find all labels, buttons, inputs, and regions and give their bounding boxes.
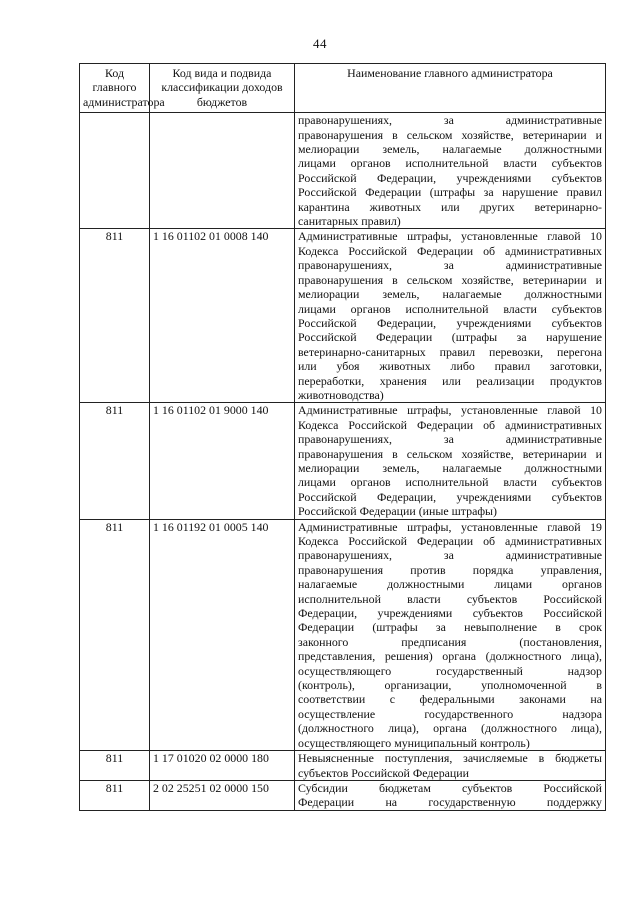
admin-code-cell: 811 <box>80 780 150 810</box>
admin-name-cell <box>295 403 606 519</box>
admin-name-cell <box>295 780 606 810</box>
header-admin-name: Наименование главного администратора <box>295 64 606 113</box>
admin-name-line: правонарушениях, за административные <box>298 258 602 273</box>
admin-name-line: Российской Федерации, учреждениями субъектов <box>298 170 602 185</box>
admin-name-line: животноводства) <box>298 387 384 402</box>
admin-name-cell <box>295 519 606 751</box>
table-body <box>80 113 606 811</box>
admin-name-cell <box>295 751 606 781</box>
income-code-cell <box>150 113 295 229</box>
admin-name-line: Российской Федерации (штрафы за нарушение <box>298 330 602 345</box>
income-code-cell: 2 02 25251 02 0000 150 <box>150 780 295 810</box>
admin-name-cell <box>295 113 606 229</box>
table-header <box>80 64 606 113</box>
admin-name-line: правонарушения в сельском хозяйстве, ветеринарии и <box>298 446 602 461</box>
admin-name-line: правонарушения против порядка управления, <box>298 562 602 577</box>
admin-name-line: Российской Федерации, учреждениями субъектов <box>298 489 602 504</box>
admin-name-line: осуществление государственного надзора <box>298 706 602 721</box>
header-admin-code: Код главного администратора <box>80 64 150 113</box>
income-code-cell: 1 16 01102 01 0008 140 <box>150 229 295 403</box>
admin-code-cell: 811 <box>80 229 150 403</box>
admin-name-line: правонарушениях, за административные <box>298 548 602 563</box>
admin-name-cell <box>295 229 606 403</box>
income-code-cell: 1 16 01102 01 9000 140 <box>150 403 295 519</box>
admin-name-line: Российской Федерации (штрафы за нарушение правил <box>298 185 602 200</box>
admin-name-line: Российской Федерации (иные штрафы) <box>298 504 497 519</box>
admin-name-line: осуществляющего государственный надзор <box>298 663 602 678</box>
table-row <box>80 229 606 403</box>
admin-name-line: Административные штрафы, установленные главой 10 <box>298 229 602 244</box>
table-row <box>80 403 606 519</box>
admin-name-line: соответствии с федеральными законами на <box>298 692 602 707</box>
admin-name-line: осуществляющего муниципальный контроль) <box>298 735 530 750</box>
admin-name-line: Административные штрафы, установленные главой 19 <box>298 519 602 534</box>
income-code-cell: 1 17 01020 02 0000 180 <box>150 751 295 781</box>
income-code-cell: 1 16 01192 01 0005 140 <box>150 519 295 751</box>
admin-name-line: законного предписания (постановления, <box>298 634 602 649</box>
table-row <box>80 113 606 229</box>
admin-name-line: исполнительной власти субъектов Российской <box>298 591 602 606</box>
admin-name-line: правонарушениях, за административные <box>298 432 602 447</box>
budget-income-table <box>79 63 606 811</box>
admin-name-line: Невыясненные поступления, зачисляемые в бюджеты <box>298 751 602 766</box>
admin-name-line: Субсидии бюджетам субъектов Российской <box>298 780 602 795</box>
admin-name-line: мелиорации земель, налагаемые должностными <box>298 287 602 302</box>
admin-name-line: Административные штрафы, установленные главой 10 <box>298 403 602 418</box>
admin-name-line: Федерации, учреждениями субъектов Российской <box>298 606 602 621</box>
header-income-code: Код вида и подвида классификации доходов бюджетов <box>150 64 295 113</box>
admin-name-line: мелиорации земель, налагаемые должностными <box>298 142 602 157</box>
admin-name-line: карантина животных или других ветеринарно- <box>298 199 602 214</box>
admin-name-line: переработки, хранения или реализации продуктов <box>298 373 602 388</box>
table-row <box>80 780 606 810</box>
admin-name-line: лицами органов исполнительной власти субъектов <box>298 156 602 171</box>
admin-name-line: Кодекса Российской Федерации об административных <box>298 417 602 432</box>
admin-name-line: Федерации на государственную поддержку <box>298 795 602 810</box>
admin-name-line: субъектов Российской Федерации <box>298 765 470 780</box>
admin-name-line: лицами органов исполнительной власти субъектов <box>298 475 602 490</box>
admin-name-line: правонарушениях, за административные <box>298 113 602 128</box>
admin-name-line: санитарных правил) <box>298 214 401 229</box>
admin-name-line: Российской Федерации, учреждениями субъектов <box>298 315 602 330</box>
admin-name-line: лицами органов исполнительной власти субъектов <box>298 301 602 316</box>
admin-code-cell: 811 <box>80 403 150 519</box>
admin-name-line: налагаемые должностными лицами органов <box>298 577 602 592</box>
admin-name-line: ветеринарно-санитарных правил перевозки, перегона <box>298 344 602 359</box>
admin-code-cell: 811 <box>80 751 150 781</box>
table-row <box>80 751 606 781</box>
admin-name-line: Кодекса Российской Федерации об административных <box>298 243 602 258</box>
admin-name-line: (контроль), организации, уполномоченной в <box>298 678 602 693</box>
admin-name-line: правонарушения в сельском хозяйстве, ветеринарии и <box>298 272 602 287</box>
header-row <box>80 64 606 113</box>
admin-name-line: правонарушения в сельском хозяйстве, ветеринарии и <box>298 127 602 142</box>
admin-code-cell: 811 <box>80 519 150 751</box>
admin-name-line: (должностного лица), органа (должностного лица), <box>298 721 602 736</box>
admin-name-line: или убоя животных либо правил заготовки, <box>298 359 602 374</box>
admin-name-line: Федерации (штрафы за невыполнение в срок <box>298 620 602 635</box>
admin-name-line: мелиорации земель, налагаемые должностными <box>298 460 602 475</box>
admin-name-line: Кодекса Российской Федерации об административных <box>298 534 602 548</box>
page-number: 44 <box>313 36 327 51</box>
table-row <box>80 519 606 751</box>
admin-name-line: представления, решения) органа (должностного лица), <box>298 649 602 664</box>
admin-code-cell <box>80 113 150 229</box>
